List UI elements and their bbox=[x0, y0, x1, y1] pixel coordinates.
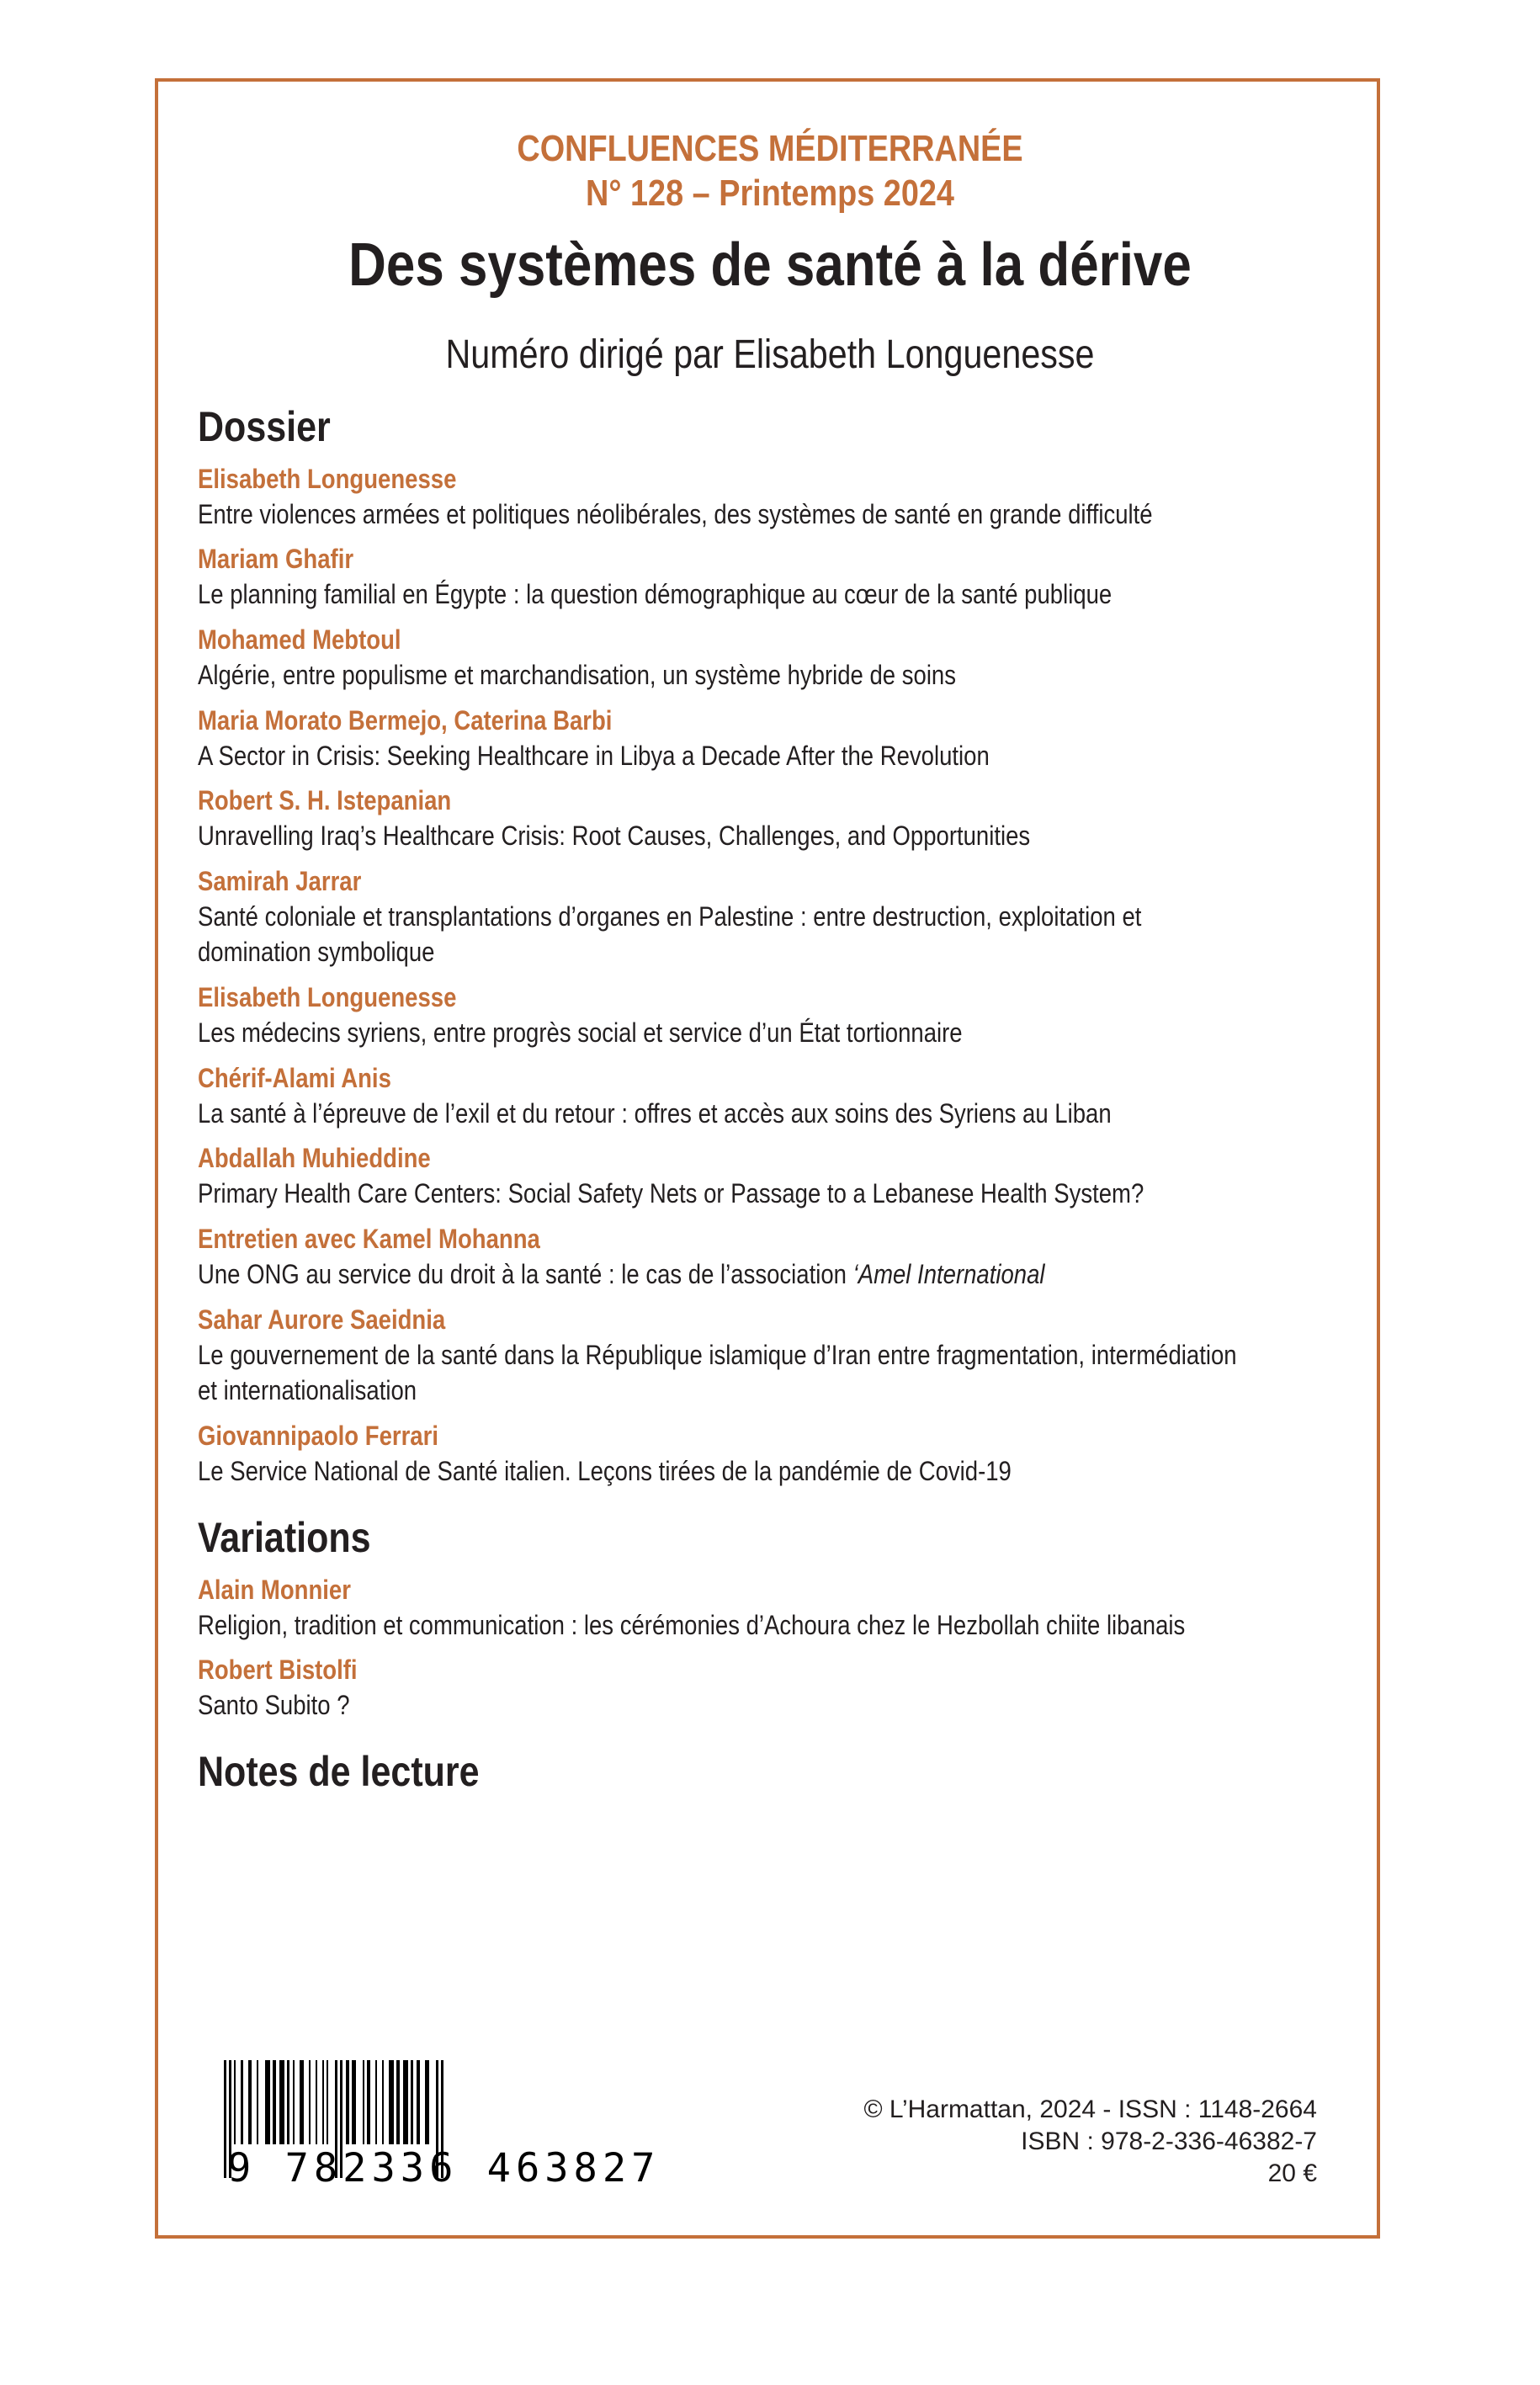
price: 20 € bbox=[1267, 2159, 1317, 2187]
article-author: Sahar Aurore Saeidnia bbox=[198, 1304, 446, 1335]
article-title: Primary Health Care Centers: Social Safety Nets or Passage to a Lebanese Health System? bbox=[198, 1178, 1144, 1208]
article-author: Maria Morato Bermejo, Caterina Barbi bbox=[198, 705, 613, 736]
article-title: Unravelling Iraq’s Healthcare Crisis: Root Causes, Challenges, and Opportunities bbox=[198, 821, 1031, 851]
article-title: A Sector in Crisis: Seeking Healthcare in Libya a Decade After the Revolution bbox=[198, 741, 990, 771]
barcode-bar bbox=[396, 2060, 400, 2144]
article-author: Mariam Ghafir bbox=[198, 544, 354, 574]
article-author: Abdallah Muhieddine bbox=[198, 1143, 431, 1173]
barcode-bar bbox=[300, 2060, 304, 2144]
barcode-bar bbox=[224, 2060, 226, 2178]
barcode-bar bbox=[257, 2060, 258, 2144]
barcode-bar bbox=[322, 2060, 324, 2144]
barcode-bar bbox=[389, 2060, 394, 2144]
barcode-bar bbox=[363, 2060, 364, 2144]
article-title: Le gouvernement de la santé dans la République islamique d’Iran entre fragmentation, intermédiation et internationalisation bbox=[198, 1340, 1237, 1405]
article-title: Le planning familial en Égypte : la question démographique au cœur de la santé publique bbox=[198, 579, 1113, 609]
article-title: Les médecins syriens, entre progrès social et service d’un État tortionnaire bbox=[198, 1017, 963, 1048]
barcode-digits: 9 782336 463827 bbox=[227, 2145, 661, 2191]
issue-editor: Numéro dirigé par Elisabeth Longuenesse bbox=[445, 332, 1095, 377]
barcode-bar bbox=[382, 2060, 384, 2144]
issue-number: N° 128 – Printemps 2024 bbox=[586, 173, 954, 214]
article-author: Alain Monnier bbox=[198, 1575, 351, 1605]
barcode-bar bbox=[265, 2060, 270, 2144]
article-author: Elisabeth Longuenesse bbox=[198, 982, 457, 1012]
barcode-bar bbox=[425, 2060, 429, 2144]
isbn: ISBN : 978-2-336-46382-7 bbox=[1021, 2127, 1317, 2155]
journal-header bbox=[0, 126, 1540, 215]
article-title: Le Service National de Santé italien. Leçons tirées de la pandémie de Covid-19 bbox=[198, 1456, 1012, 1486]
barcode-bar bbox=[241, 2060, 243, 2144]
barcode-bar bbox=[375, 2060, 377, 2144]
barcode-bar bbox=[279, 2060, 284, 2144]
article-author: Robert Bistolfi bbox=[198, 1655, 358, 1685]
article-title: La santé à l’épreuve de l’exil et du retour : offres et accès aux soins des Syriens au Liban bbox=[198, 1098, 1112, 1129]
article-title: Religion, tradition et communication : les cérémonies d’Achoura chez le Hezbollah chiite libanais bbox=[198, 1610, 1186, 1640]
barcode-bar bbox=[309, 2060, 311, 2144]
article-author: Chérif-Alami Anis bbox=[198, 1063, 391, 1093]
barcode-bar bbox=[417, 2060, 420, 2144]
variations-heading: Variations bbox=[198, 1514, 371, 1561]
article-author: Entretien avec Kamel Mohanna bbox=[198, 1224, 540, 1254]
article-author: Giovannipaolo Ferrari bbox=[198, 1421, 438, 1451]
barcode-bar bbox=[316, 2060, 317, 2144]
barcode-bar bbox=[327, 2060, 328, 2144]
article-title: Santé coloniale et transplantations d’organes en Palestine : entre destruction, exploitation et domination symbolique bbox=[198, 901, 1142, 967]
barcode-bar bbox=[403, 2060, 408, 2144]
notes-heading: Notes de lecture bbox=[198, 1748, 480, 1795]
article-title: Santo Subito ? bbox=[198, 1690, 350, 1720]
copyright-issn: © L’Harmattan, 2024 - ISSN : 1148-2664 bbox=[863, 2096, 1317, 2123]
barcode-bar bbox=[346, 2060, 349, 2144]
article-author: Robert S. H. Istepanian bbox=[198, 785, 452, 815]
barcode-bar bbox=[234, 2060, 236, 2144]
article-title: Algérie, entre populisme et marchandisation, un système hybride de soins bbox=[198, 660, 956, 690]
issue-title: Des systèmes de santé à la dérive bbox=[348, 231, 1192, 299]
barcode-bar bbox=[248, 2060, 252, 2144]
barcode-bar bbox=[352, 2060, 356, 2144]
dossier-heading: Dossier bbox=[198, 403, 331, 450]
article-title: Une ONG au service du droit à la santé : le cas de l’association ‘Amel International bbox=[198, 1259, 1045, 1289]
barcode-bar bbox=[293, 2060, 295, 2144]
barcode-bar bbox=[411, 2060, 413, 2144]
article-title: Entre violences armées et politiques néolibérales, des systèmes de santé en grande difficulté bbox=[198, 499, 1153, 529]
article-author: Elisabeth Longuenesse bbox=[198, 464, 457, 494]
barcode-bar bbox=[273, 2060, 276, 2144]
journal-name: CONFLUENCES MÉDITERRANÉE bbox=[517, 128, 1023, 169]
article-author: Samirah Jarrar bbox=[198, 866, 362, 896]
barcode-bar bbox=[287, 2060, 289, 2144]
barcode-bar bbox=[367, 2060, 370, 2144]
article-author: Mohamed Mebtoul bbox=[198, 624, 401, 655]
